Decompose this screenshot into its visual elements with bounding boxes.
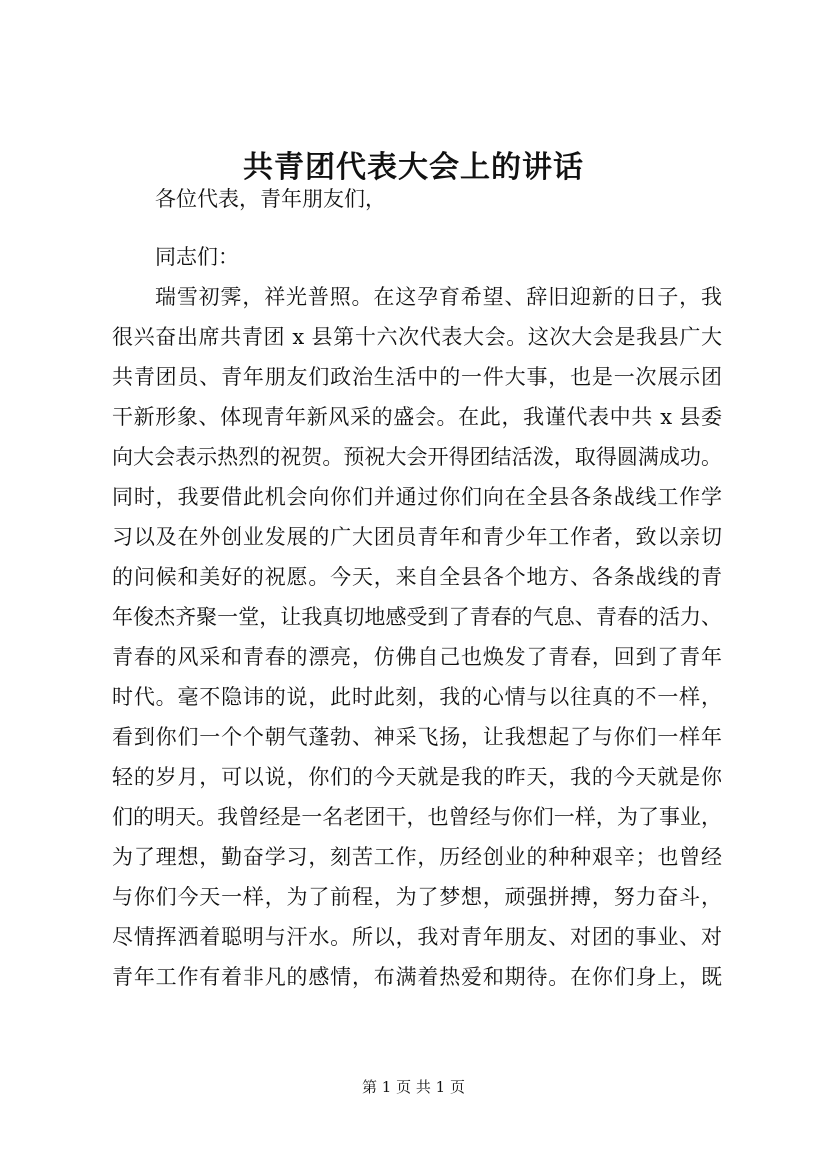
body-line: 向大会表示热烈的祝贺。预祝大会开得团结活泼，取得圆满成功。 xyxy=(112,445,722,469)
body-line: 尽情挥洒着聪明与汗水。所以，我对青年朋友、对团的事业、对 xyxy=(112,925,722,949)
body-line: 与你们今天一样，为了前程，为了梦想，顽强拼搏，努力奋斗， xyxy=(112,885,722,909)
body-line: 轻的岁月，可以说，你们的今天就是我的昨天，我的今天就是你 xyxy=(112,765,722,789)
page-number-footer: 第 1 页 共 1 页 xyxy=(362,1078,465,1096)
salutation-line: 各位代表，青年朋友们， xyxy=(155,187,386,211)
body-line: 看到你们一个个朝气蓬勃、神采飞扬，让我想起了与你们一样年 xyxy=(112,725,722,749)
document-title: 共青团代表大会上的讲话 xyxy=(243,150,584,185)
body-line: 们的明天。我曾经是一名老团干，也曾经与你们一样，为了事业， xyxy=(112,805,722,829)
body-line: 习以及在外创业发展的广大团员青年和青少年工作者，致以亲切 xyxy=(112,525,722,549)
body-line: 干新形象、体现青年新风采的盛会。在此，我谨代表中共 x 县委 xyxy=(112,405,722,429)
body-line: 年俊杰齐聚一堂，让我真切地感受到了青春的气息、青春的活力、 xyxy=(112,605,722,629)
body-line: 的问候和美好的祝愿。今天，来自全县各个地方、各条战线的青 xyxy=(112,565,722,589)
body-line: 瑞雪初霁，祥光普照。在这孕育希望、辞旧迎新的日子，我 xyxy=(155,285,722,309)
body-line: 很兴奋出席共青团 x 县第十六次代表大会。这次大会是我县广大 xyxy=(112,325,722,349)
body-line: 时代。毫不隐讳的说，此时此刻，我的心情与以往真的不一样， xyxy=(112,685,722,709)
salutation-line: 同志们： xyxy=(155,245,239,269)
body-line: 为了理想，勤奋学习，刻苦工作，历经创业的种种艰辛；也曾经 xyxy=(112,845,722,869)
body-line: 同时，我要借此机会向你们并通过你们向在全县各条战线工作学 xyxy=(112,485,722,509)
body-line: 共青团员、青年朋友们政治生活中的一件大事，也是一次展示团 xyxy=(112,365,722,389)
body-line: 青春的风采和青春的漂亮，仿佛自己也焕发了青春，回到了青年 xyxy=(112,645,722,669)
body-line: 青年工作有着非凡的感情，布满着热爱和期待。在你们身上，既 xyxy=(112,965,722,989)
